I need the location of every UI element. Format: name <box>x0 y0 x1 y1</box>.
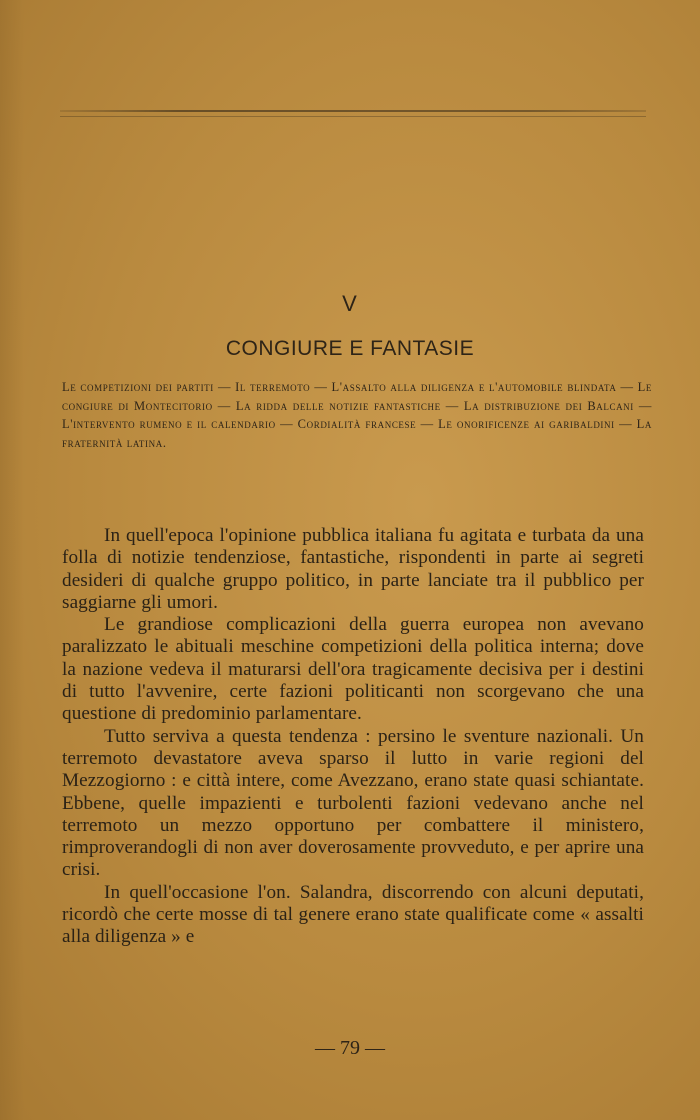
paragraph: Tutto serviva a questa tendenza : persino le sventure nazionali. Un terremoto devastatore aveva sparso il lutto in varie regioni del Mezzogiorno : e città intere, come Avezzano, erano state quasi schiantate. Ebbene, quelle impazienti e turbolenti fazioni vedevano anche nel terremoto un mezzo opportuno per combattere il ministero, rimproverandogli di non aver doverosamente provveduto, e per aprire una crisi. <box>62 725 644 881</box>
paragraph: In quell'epoca l'opinione pubblica italiana fu agitata e turbata da una folla di notizie tendenziose, fantastiche, rispondenti in parte ai segreti desideri di qualche gruppo politico, in parte lanciate tra il pubblico per saggiarne gli umori. <box>62 525 644 613</box>
body-text <box>62 525 644 949</box>
top-rule <box>60 110 646 112</box>
paragraph: Le grandiose complicazioni della guerra europea non avevano paralizzato le abituali meschine competizioni della politica interna; dove la nazione vedeva il maturarsi dell'ora tragicamente decisiva per i destini di tutto l'avvenire, certe fazioni politicanti non scorgevano che una questione di predominio parlamentare. <box>62 614 644 725</box>
paragraph: In quell'occasione l'on. Salandra, discorrendo con alcuni deputati, ricordò che certe mosse di tal genere erano state qualificate come « assalti alla diligenza » e <box>62 881 644 948</box>
chapter-title: CONGIURE E FANTASIE <box>225 337 475 360</box>
chapter-summary: Le competizioni dei partiti — Il terremoto — L'assalto alla diligenza e l'automobile blindata — Le congiure di Montecitorio — La ridda delle notizie fantastiche — La distribuzione dei Balcani — L'intervento rumeno e il calendario — Cordialità francese — Le onorificenze ai garibaldini — La fraternità latina. <box>62 380 652 450</box>
chapter-number: V <box>342 291 358 316</box>
top-rule-thin <box>60 116 646 117</box>
page-number: — 79 — <box>315 1037 385 1059</box>
page-edge-shadow <box>0 0 24 1120</box>
